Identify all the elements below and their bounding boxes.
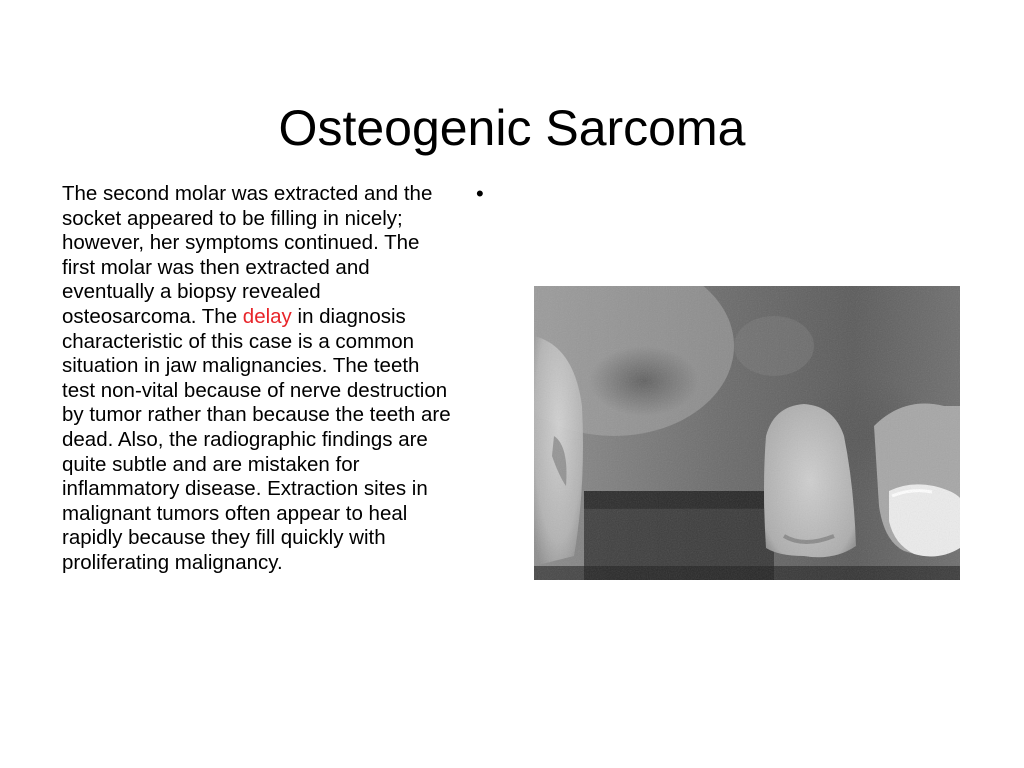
body-text: [62, 182, 457, 576]
highlighted-word: delay: [242, 304, 292, 328]
dental-radiograph-image: [534, 286, 960, 580]
body-text-part-2: in diagnosis characteristic of this case is a common situation in jaw malignancies. The teeth test non-vital because of nerve destruction by tumor rather than because the teeth are dead. Also, the radiographic findings are quite subtle and are mistaken for inflammatory disease. Extraction sites in malignant tumors often appear to heal rapidly because they fill quickly with proliferating malignancy.: [62, 304, 451, 574]
empty-bullet: •: [476, 181, 484, 206]
slide-title: Osteogenic Sarcoma: [278, 99, 746, 156]
radiograph-illustration: [534, 286, 960, 580]
body-text-part-1: The second molar was extracted and the socket appeared to be filling in nicely; however, her symptoms continued. The first molar was then extracted and eventually a biopsy revealed osteosarcoma. The: [62, 182, 433, 328]
